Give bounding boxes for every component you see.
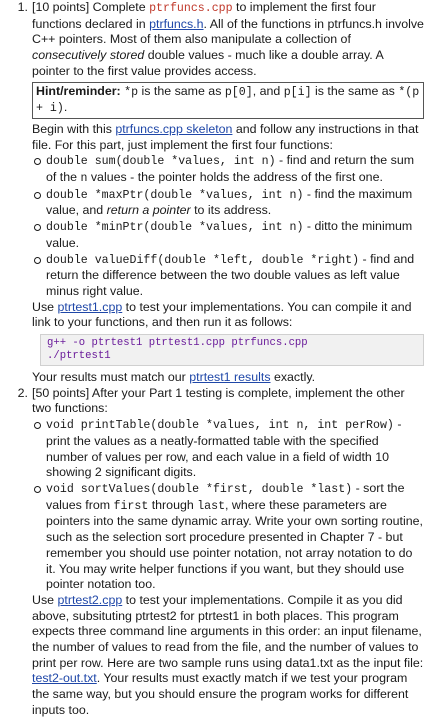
hint-text: is the same as — [138, 83, 225, 98]
code-line: g++ -o ptrtest1 ptrtest1.cpp ptrfuncs.cpp — [47, 337, 308, 350]
function-description: through — [148, 497, 198, 512]
hint-text: , and — [252, 83, 284, 98]
q2-intro: [50 points] After your Part 1 testing is complete, implement the other two functions: — [32, 385, 405, 416]
q1-use — [32, 300, 424, 331]
hint-text: is the same as — [311, 83, 399, 98]
function-signature: double valueDiff(double *left, double *right) — [46, 253, 360, 267]
function-item-valuediff — [32, 252, 424, 300]
q2-use-text: . Your results must exactly match if we test your program the same way, but you should ensure the program works for different inputs too. — [32, 671, 409, 717]
q1-begin-text: Begin with this — [32, 121, 116, 136]
function-signature: void sortValues(double *first, double *last) — [46, 482, 353, 496]
q2-use-text: to test your implementations. Compile it as you did above, subsituting ptrtest2 for ptrtest1 in both places. This program expects three command line arguments in this order: an input filename, the number of values to read from the file, and the number of values to print per row. Here are two sample runs using data1.txt as the input file: — [32, 592, 424, 670]
q1-results-text: Your results must match our — [32, 370, 190, 385]
function-description: - find the maximum value, and — [46, 186, 413, 218]
function-description: - find and return the sum of the — [46, 153, 415, 185]
hint-label: Hint/reminder: — [36, 83, 121, 98]
q1-use-text: to test your implementations. You can compile it and link to your functions, and then run it as follows: — [32, 299, 412, 330]
question-number: 2. — [17, 385, 28, 400]
q1-results — [32, 370, 424, 386]
code-block — [40, 334, 424, 366]
q1-begin-text: and follow any instructions in that file. For this part, just implement the first four functions: — [32, 121, 419, 152]
emphasis-text: consecutively stored — [32, 48, 145, 63]
hint-text: . — [63, 100, 68, 115]
hint-code: p[0] — [224, 85, 253, 99]
function-item-sortvalues — [32, 481, 424, 593]
question-number: 1. — [17, 0, 28, 14]
function-description: to its address. — [190, 203, 272, 218]
inline-code: n — [80, 172, 88, 186]
function-signature: double sum(double *values, int n) — [46, 155, 276, 169]
function-list — [32, 417, 424, 593]
question-1 — [4, 0, 424, 386]
ptrtest1-link[interactable]: ptrtest1.cpp — [57, 299, 123, 314]
ptrfuncs-h-link[interactable]: ptrfuncs.h — [149, 16, 204, 31]
code-line: ./ptrtest1 — [47, 350, 111, 363]
q1-begin — [32, 122, 424, 153]
question-2 — [4, 386, 424, 719]
function-description: - print the values as a neatly-formatted table with the specified number of values per row, and each value in a field of width 10 showing 2 significant digits. — [46, 417, 402, 480]
ptrtest1-results-link[interactable]: ptrtest1 results — [189, 370, 271, 385]
function-item-printtable — [32, 417, 424, 481]
function-description: , where these parameters are pointers into the same dynamic array. Write your own sorting routine, such as the selection sort procedure presented in Chapter 7 - but remember you should use pointer notation, not array notation to do it. You may write helper functions if you want, but they should use pointer notation too. — [46, 497, 423, 592]
function-item-minptr — [32, 219, 424, 251]
inline-code: first — [113, 499, 149, 513]
question-body — [32, 0, 424, 386]
file-name-cpp: ptrfuncs.cpp — [149, 2, 233, 15]
assignment-document — [4, 0, 424, 719]
q1-intro-text: to implement the first four functions declared in — [32, 0, 376, 31]
function-description: - ditto the minimum value. — [46, 219, 413, 250]
question-body — [32, 386, 424, 719]
q1-intro-text: [10 points] Complete — [32, 0, 150, 14]
function-list — [32, 153, 424, 299]
q2-use-text: Use — [32, 592, 58, 607]
function-item-sum — [32, 153, 424, 186]
q1-intro-text: double values - much like a double array. A pointer to the first value provides access. — [32, 48, 384, 78]
function-signature: double *maxPtr(double *values, int n) — [46, 188, 304, 202]
inline-code: last — [197, 499, 226, 513]
q1-use-text: Use — [32, 299, 58, 314]
function-item-maxptr — [32, 187, 424, 219]
hint-code: *p — [124, 85, 139, 99]
q1-intro — [32, 0, 424, 80]
function-signature: double *minPtr(double *values, int n) — [46, 221, 304, 235]
function-signature: void printTable(double *values, int n, int perRow) — [46, 419, 394, 433]
function-description: - find and return the difference between the two double values as left value minus right value. — [46, 251, 415, 298]
q1-intro-text: . All of the functions in ptrfuncs.h involve C++ pointers. Most of them also manipulate a collection of — [32, 16, 424, 47]
function-description: values - the pointer holds the address of the first one. — [87, 170, 383, 185]
hint-box — [32, 82, 424, 119]
function-description: - sort the values from — [46, 480, 405, 512]
skeleton-link[interactable]: ptrfuncs.cpp skeleton — [115, 121, 233, 136]
test2-out-link[interactable]: test2-out.txt — [32, 671, 97, 686]
hint-code: *(p + i) — [36, 85, 420, 116]
hint-code: p[i] — [283, 85, 312, 99]
q1-results-text: exactly. — [270, 370, 316, 385]
emphasis-text: return a pointer — [106, 203, 191, 218]
ptrtest2-link[interactable]: ptrtest2.cpp — [57, 592, 123, 607]
